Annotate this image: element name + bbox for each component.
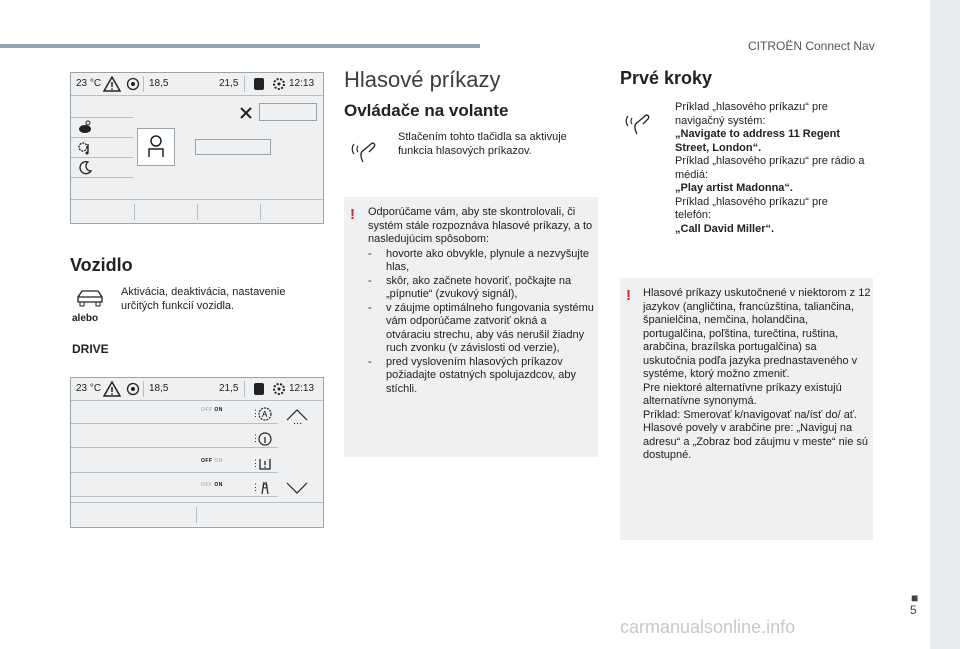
example-nav-label: Príklad „hlasového príkazu“ pre navigačný systém: [675,101,828,127]
example-radio-label: Príklad „hlasového príkazu“ pre rádio a médiá: [675,155,865,181]
drive-label: DRIVE [72,342,109,356]
warning-mark-icon: ! [626,287,631,304]
info-icon[interactable] [257,431,273,447]
tip-example: Príklad: Smerovať k/navigovať na/ísť do/ ať. [643,408,857,421]
bottom-bar [71,502,323,527]
tip-arabic: Hlasové povely v arabčine pre: „Naviguj na adresu“ a „Zobraz bod záujmu v meste“ nie sú dostupné. [643,422,868,461]
more-icon[interactable]: ⋮ [251,482,260,492]
alebo-label: alebo [72,313,99,324]
page-marker: ■ [911,591,919,605]
warning-icon [103,381,121,397]
status-bar [71,73,323,96]
example-nav-command: „Navigate to address 11 Regent Street, London“. [675,128,841,154]
bottom-bar [71,199,323,224]
more-icon[interactable]: ⋮ [251,433,260,443]
toggle-row4[interactable]: OFF ON [201,482,223,488]
tip-box-right [620,278,873,540]
phone-icon [251,381,267,397]
header-accent-bar [0,44,480,48]
location-icon [126,77,140,91]
scroll-down-icon[interactable] [285,481,309,495]
gear-icon [271,76,287,92]
brand-label: CITROËN Connect Nav [748,39,875,53]
tip-languages: Hlasové príkazy uskutočnené v niektorom z 12 jazykov (angličtina, francúzština, taliančina, španielčina, nemčina, holandčina, portugalčina, poľština, turečtina, ruština, arabčina, brazílska portugalčina) sa uskutočnia podľa jazyka prednastaveného v systéme, ktorý možno zmeniť. [643,287,871,380]
top-right-field[interactable] [259,103,317,121]
clock: 12:13 [289,78,315,89]
voice-button-icon [624,108,658,136]
lane-assist-icon[interactable] [257,480,273,496]
car-icon [75,287,105,309]
gear-icon [271,381,287,397]
status-bar [71,378,323,401]
more-icon[interactable]: ⋮ [251,408,260,418]
example-phone-command: „Call David Miller“. [675,222,775,235]
warning-icon [103,76,121,92]
tip-lead: Odporúčame vám, aby ste skontrolovali, či systém stále rozpoznáva hlasové príkazy, a to nasledujúcim spôsobom: [368,206,593,245]
temperature: 23 °C [76,383,102,394]
tip-synonyms: Pre niektoré alternatívne príkazy existujú alternatívne synonymá. [643,381,842,407]
page-number: 5 [910,603,917,617]
ellipsis-label: ... [293,415,303,427]
examples [675,101,865,236]
tyre-pressure-icon[interactable] [257,456,273,472]
phone-icon [251,76,267,92]
night-mode-icon[interactable] [77,160,93,176]
page-edge-strip [930,0,960,649]
option-field[interactable] [195,139,271,155]
section-title-prve-kroky: Prvé kroky [620,68,713,88]
section-title-ovladace: Ovládače na volante [344,101,509,120]
section-title-vozidlo: Vozidlo [70,255,133,275]
person-icon [138,129,174,165]
vehicle-description: Aktivácia, deaktivácia, nastavenie určitých funkcií vozidla. [121,286,286,312]
temperature: 23 °C [76,78,102,89]
tip-item: - pred vyslovením hlasových príkazov požiadajte ostatných spolujazdcov, aby stíchli. [368,356,594,397]
driver-assist-button[interactable] [137,128,175,166]
voice-button-icon [350,136,384,164]
tip-box-middle [344,197,598,457]
left-value: 18,5 [149,78,169,89]
page-title: Hlasové príkazy [344,67,501,92]
toggle-row1[interactable]: OFF ON [201,407,223,413]
tip-item: - hovorte ako obvykle, plynule a nezvyšujte hlas, [368,248,594,275]
svg-text:A: A [262,410,268,419]
screen-vehicle-menu [70,72,324,224]
tip-item: - skôr, ako začnete hovoriť, počkajte na „pípnutie“ (zvukový signál), [368,275,594,302]
tip-item: - v záujme optimálneho fungovania systému vám odporúčame zatvoriť okná a otváraciu strechu, aby vás nerušil žiadny ruch zvonku (v závislosti od verzie), [368,302,594,356]
more-icon[interactable]: ⋮ [251,458,260,468]
right-value: 21,5 [219,78,239,89]
close-icon[interactable] [239,106,253,120]
auto-lights-icon[interactable] [257,406,273,422]
car-settings-icon[interactable] [77,120,93,136]
voice-intro: Stlačením tohto tlačidla sa aktivuje funkcia hlasových príkazov. [398,131,567,157]
example-phone-label: Príklad „hlasového príkazu“ pre telefón: [675,195,828,221]
right-value: 21,5 [219,383,239,394]
toggle-row3[interactable]: OFF ON [201,458,223,464]
example-radio-command: „Play artist Madonna“. [675,182,793,194]
audio-settings-icon[interactable] [77,140,93,156]
location-icon [126,382,140,396]
warning-mark-icon: ! [350,206,355,223]
screen-driving-functions [70,377,324,528]
watermark: carmanualsonline.info [620,617,796,637]
clock: 12:13 [289,383,315,394]
left-value: 18,5 [149,383,169,394]
